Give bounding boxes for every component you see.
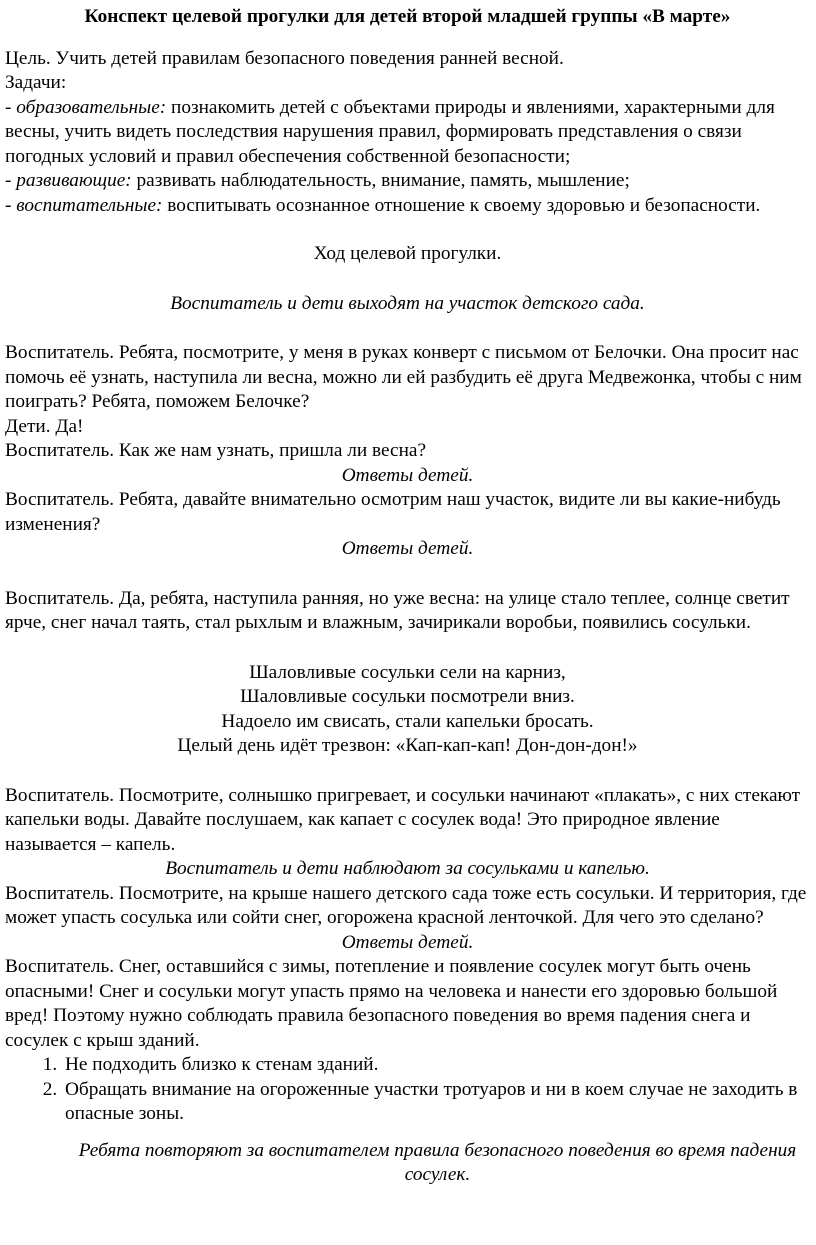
- rules-list: [5, 1053, 810, 1127]
- dialog-line: Воспитатель. Ребята, давайте внимательно осмотрим наш участок, видите ли вы какие-нибудь изменения?: [5, 489, 781, 535]
- dialog-line: Дети. Да!: [5, 415, 84, 437]
- task-label: развивающие:: [16, 170, 132, 191]
- dialog-line: Воспитатель. Ребята, посмотрите, у меня в руках конверт с письмом от Белочки. Она просит нас помочь её узнать, наступила ли весна, можно ли ей разбудить её друга Медвежонка, чтобы с ним поиграть? Ребята, поможем Белочке?: [5, 342, 802, 412]
- task-educational: - образовательные: познакомить детей с объектами природы и явлениями, характерными для весны, учить видеть последствия нарушения правил, формировать представления о связи погодных условий и правил обеспечения собственной безопасности;: [5, 96, 775, 167]
- poem-line: Шаловливые сосульки посмотрели вниз.: [240, 686, 575, 707]
- dialog-line: Воспитатель. Посмотрите, солнышко пригревает, и сосульки начинают «плакать», с них стекают капельки воды. Давайте послушаем, как капает с сосулек вода! Это природное явление называется – капель.: [5, 784, 801, 855]
- task-label: образовательные:: [16, 96, 167, 118]
- answers-remark: Ответы детей.: [341, 464, 474, 486]
- stage-remark: Воспитатель и дети наблюдают за сосульками и капелью.: [165, 858, 650, 879]
- rule-item: 1. Не подходить близко к стенам зданий.: [62, 1053, 810, 1078]
- task-label: воспитательные:: [16, 194, 163, 216]
- task-upbringing: - воспитательные: воспитывать осознанное отношение к своему здоровью и безопасности.: [5, 194, 761, 216]
- dialog-line: Воспитатель. Посмотрите, на крыше нашего детского сада тоже есть сосульки. И территория, где может упасть сосулька или сойти снег, огорожена красной ленточкой. Для чего это сделано?: [5, 882, 807, 928]
- dialog-line: Воспитатель. Как же нам узнать, пришла ли весна?: [5, 440, 427, 461]
- task-developmental: - развивающие: развивать наблюдательность, внимание, память, мышление;: [5, 170, 630, 191]
- poem-line: Целый день идёт трезвон: «Кап-кап-кап! Дон-дон-дон!»: [177, 735, 638, 756]
- answers-remark: Ответы детей.: [341, 931, 474, 953]
- dialog-line: Воспитатель. Да, ребята, наступила ранняя, но уже весна: на улице стало теплее, солнце светит ярче, снег начал таять, стал рыхлым и влажным, зачирикали воробьи, появились сосульки.: [5, 587, 790, 633]
- section-heading: Ход целевой прогулки.: [313, 243, 502, 264]
- poem-line: Шаловливые сосульки сели на карниз,: [249, 661, 566, 683]
- document-title: Конспект целевой прогулки для детей второй младшей группы «В марте»: [84, 6, 731, 27]
- goal-paragraph: Цель. Учить детей правилам безопасного поведения ранней весной.: [5, 47, 564, 69]
- tasks-label: Задачи:: [5, 72, 67, 93]
- stage-remark: Воспитатель и дети выходят на участок детского сада.: [170, 292, 645, 314]
- rule-item: 2. Обращать внимание на огороженные участки тротуаров и ни в коем случае не заходить в опасные зоны.: [62, 1078, 810, 1127]
- poem-line: Надоело им свисать, стали капельки бросать.: [221, 710, 594, 732]
- poem: [5, 661, 810, 759]
- dialog-line: Воспитатель. Снег, оставшийся с зимы, потепление и появление сосулек могут быть очень опасными! Снег и сосульки могут упасть прямо на человека и нанести его здоровью большой вред! Поэтому нужно соблюдать правила безопасного поведения во время падения снега и сосулек с крыш зданий.: [5, 956, 778, 1051]
- final-remark: Ребята повторяют за воспитателем правила безопасного поведения во время падения сосулек.: [78, 1139, 797, 1185]
- answers-remark: Ответы детей.: [341, 538, 474, 559]
